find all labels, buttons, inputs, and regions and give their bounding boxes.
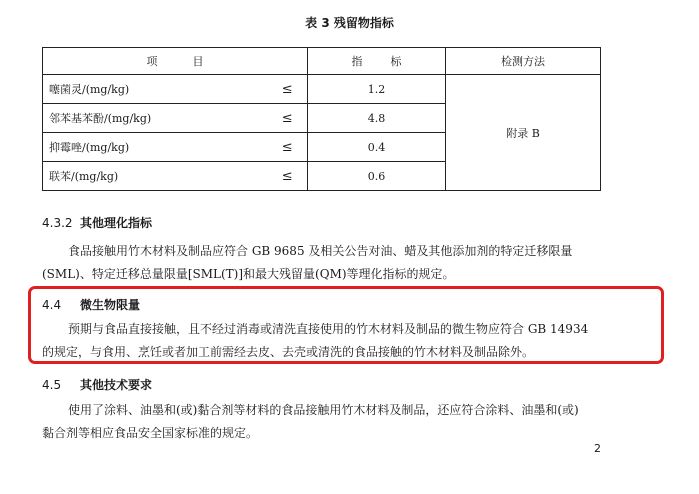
section-title: 微生物限量	[80, 298, 141, 312]
row-value: 4.8	[308, 104, 446, 133]
section-number: 4.4	[42, 298, 62, 312]
header-method: 检测方法	[446, 48, 601, 75]
row-item: 邻苯基苯酚/(mg/kg)	[43, 104, 268, 133]
section-heading-4-5	[42, 376, 152, 393]
header-limit: 指 标	[308, 48, 446, 75]
section-heading-4-3-2	[42, 214, 152, 231]
method-cell: 附录 B	[446, 75, 601, 191]
table-header-row	[43, 48, 601, 75]
residue-table	[42, 47, 601, 191]
header-item: 项 目	[43, 48, 308, 75]
section-title: 其他理化指标	[80, 216, 153, 230]
page-number: 2	[594, 442, 601, 455]
row-value: 0.4	[308, 133, 446, 162]
row-operator: ≤	[268, 104, 308, 133]
section-text-4-3-2: 食品接触用竹木材料及制品应符合 GB 9685 及相关公告对油、蜡及其他添加剂的特定迁移限量 (SML)、特定迁移总量限量[SML(T)]和最大残留量(QM)等理化指标的规定。	[42, 244, 573, 281]
row-item: 抑霉唑/(mg/kg)	[43, 133, 268, 162]
section-text-4-5: 使用了涂料、油墨和(或)黏合剂等材料的食品接触用竹木材料及制品，还应符合涂料、油墨和(或) 黏合剂等相应食品安全国家标准的规定。	[42, 403, 579, 440]
section-title: 其他技术要求	[80, 378, 153, 392]
row-value: 1.2	[308, 75, 446, 104]
table-caption: 表 3 残留物指标	[305, 16, 394, 30]
section-number: 4.5	[42, 378, 62, 392]
section-number: 4.3.2	[42, 216, 73, 230]
section-heading-4-4	[42, 296, 140, 313]
row-operator: ≤	[268, 133, 308, 162]
section-text-4-4: 预期与食品直接接触，且不经过消毒或清洗直接使用的竹木材料及制品的微生物应符合 GB 14934 的规定，与食用、烹饪或者加工前需经去皮、去壳或清洗的食品接触的竹木材料及制品除外。	[42, 322, 589, 359]
table-row	[43, 75, 601, 104]
row-operator: ≤	[268, 162, 308, 191]
row-operator: ≤	[268, 75, 308, 104]
row-value: 0.6	[308, 162, 446, 191]
row-item: 噻菌灵/(mg/kg)	[43, 75, 268, 104]
row-item: 联苯/(mg/kg)	[43, 162, 268, 191]
